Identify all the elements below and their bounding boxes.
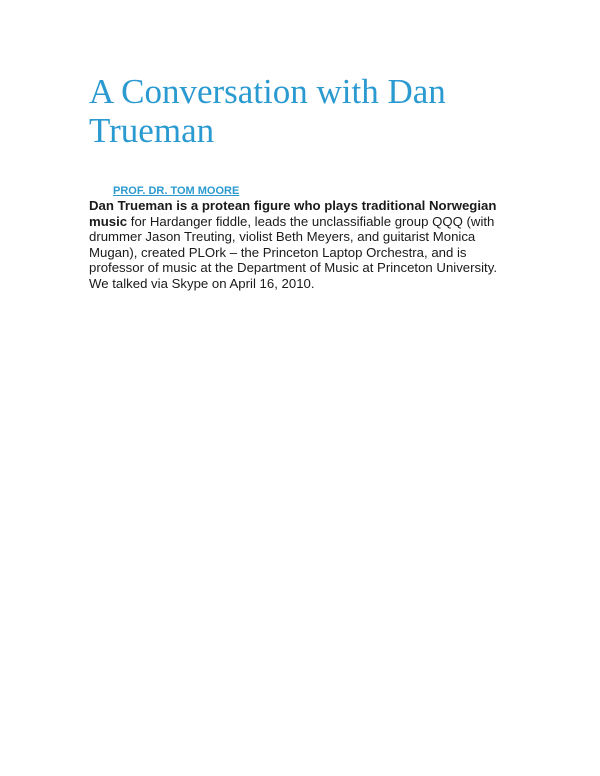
intro-paragraph — [89, 198, 509, 276]
article-title: A Conversation with Dan Trueman — [89, 72, 446, 150]
intro-bold-lead: Dan Trueman is a protean figure who plays traditional Norwegian music — [89, 198, 497, 229]
interview-note: We talked via Skype on April 16, 2010. — [89, 275, 315, 291]
author-link[interactable]: PROF. DR. TOM MOORE — [113, 185, 240, 197]
intro-rest: for Hardanger fiddle, leads the unclassifiable group QQQ (with drummer Jason Treuting, violist Beth Meyers, and guitarist Monica Mugan), created PLOrk – the Princeton Laptop Orchestra, and is professor of music at the Department of Music at Princeton University. — [89, 213, 497, 275]
article-body — [89, 198, 509, 291]
